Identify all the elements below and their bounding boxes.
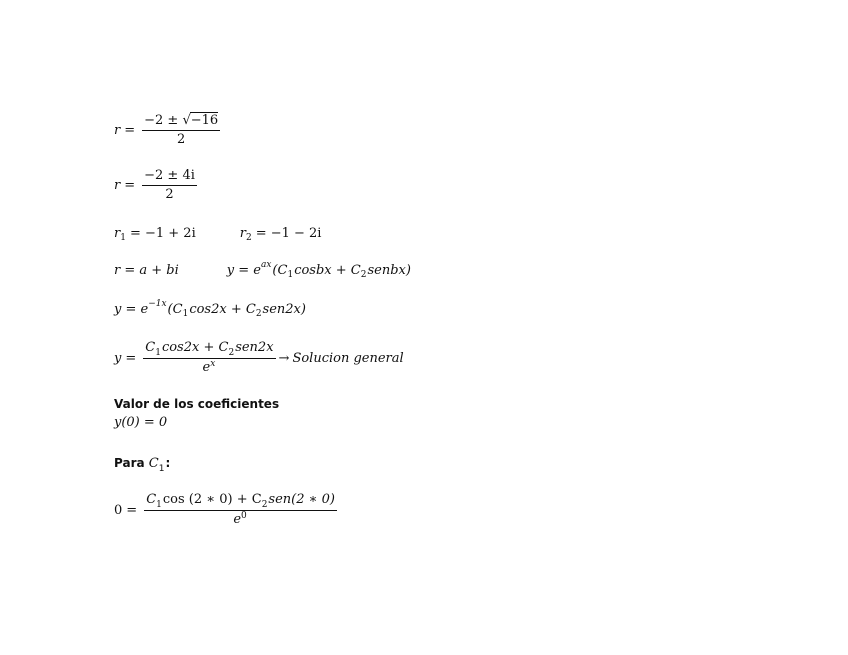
equation-general-solution <box>114 340 404 377</box>
eq4-mid: cosbx + C <box>294 263 361 278</box>
para-c1-heading <box>114 456 171 474</box>
eq2-equals: = <box>124 177 136 193</box>
general-solution-note: Solucion general <box>292 351 404 366</box>
eq6-c2-subscript: 2 <box>228 348 235 358</box>
eq9-num-tail: sen(2 ∗ 0) <box>268 492 335 507</box>
eq9-numerator <box>144 492 337 511</box>
eq6-num-tail: sen2x <box>235 340 274 355</box>
r2-symbol: r <box>239 226 246 241</box>
eq6-equals: = <box>125 351 137 366</box>
r1-subscript: 1 <box>120 232 126 243</box>
root-form: r = a + bi <box>114 263 179 278</box>
eq6-num-mid: cos2x + C <box>161 340 229 355</box>
eq1-num-part: −2 ± <box>144 113 183 128</box>
eq1-fraction <box>142 113 220 147</box>
eq5-open: (C <box>167 302 183 317</box>
eq9-c2-subscript: 2 <box>261 500 268 510</box>
eq6-num-c1: C <box>145 340 156 355</box>
eq9-equals: = <box>126 503 138 518</box>
eq6-c1-subscript: 1 <box>155 348 161 358</box>
eq2-fraction <box>142 168 197 202</box>
eq5-c1-subscript: 1 <box>182 308 189 319</box>
eq5-mid: cos2x + C <box>189 302 256 317</box>
eq9-num-mid: cos (2 ∗ 0) + C <box>162 492 262 507</box>
eq1-denominator: 2 <box>177 132 186 147</box>
eq6-lhs: y <box>114 351 122 366</box>
r1-value: = −1 + 2i <box>129 226 196 241</box>
eq9-den-exponent: 0 <box>241 511 247 521</box>
equation-particular-form <box>114 298 306 319</box>
eq9-fraction <box>144 492 337 529</box>
r2-subscript: 2 <box>245 232 252 243</box>
eq6-fraction <box>143 340 275 377</box>
eq2-denominator: 2 <box>165 187 174 202</box>
coefficients-heading: Valor de los coeficientes <box>114 397 280 411</box>
eq9-den-base: e <box>233 512 242 527</box>
para-c-subscript: 1 <box>158 464 165 474</box>
eq2-lhs: r <box>114 177 121 193</box>
arrow-icon: → <box>278 351 290 366</box>
eq9-lhs: 0 <box>114 503 123 518</box>
eq1-lhs: r <box>114 122 121 138</box>
eq5-exponent: −1x <box>148 298 167 309</box>
eq2-numerator: −2 ± 4i <box>142 168 197 186</box>
para-c-symbol: C <box>148 456 159 471</box>
eq1-equals: = <box>124 122 136 138</box>
eq9-num-c1: C <box>146 492 157 507</box>
equation-quadratic-roots <box>114 113 222 147</box>
equation-root-values <box>114 226 321 241</box>
eq9-denominator <box>233 511 247 529</box>
eq9-c1-subscript: 1 <box>156 500 162 510</box>
sqrt-symbol: √ <box>182 113 191 128</box>
eq6-den-base: e <box>202 360 211 375</box>
eq6-numerator <box>143 340 275 359</box>
para-prefix: Para <box>114 456 149 470</box>
eq4-exponent: ax <box>260 259 272 270</box>
eq4-tail: senbx) <box>367 263 411 278</box>
eq6-denominator <box>203 359 217 377</box>
eq4-c1-subscript: 1 <box>287 269 294 280</box>
eq4-c2-subscript: 2 <box>360 269 367 280</box>
eq5-lhs: y = e <box>114 302 149 317</box>
eq4-y-lhs: y = e <box>226 263 261 278</box>
para-colon: : <box>165 456 171 470</box>
r1-symbol: r <box>114 226 121 241</box>
eq1-radicand: −16 <box>190 113 219 128</box>
eq5-tail: sen2x) <box>262 302 306 317</box>
equation-complex-roots <box>114 168 199 202</box>
eq4-open: (C <box>272 263 288 278</box>
eq1-numerator <box>142 113 220 131</box>
equation-general-form <box>114 259 411 280</box>
initial-condition: y(0) = 0 <box>114 415 168 430</box>
equation-substitution <box>114 492 339 529</box>
eq6-den-exponent: x <box>210 359 216 369</box>
r2-value: = −1 − 2i <box>255 226 322 241</box>
eq5-c2-subscript: 2 <box>255 308 262 319</box>
